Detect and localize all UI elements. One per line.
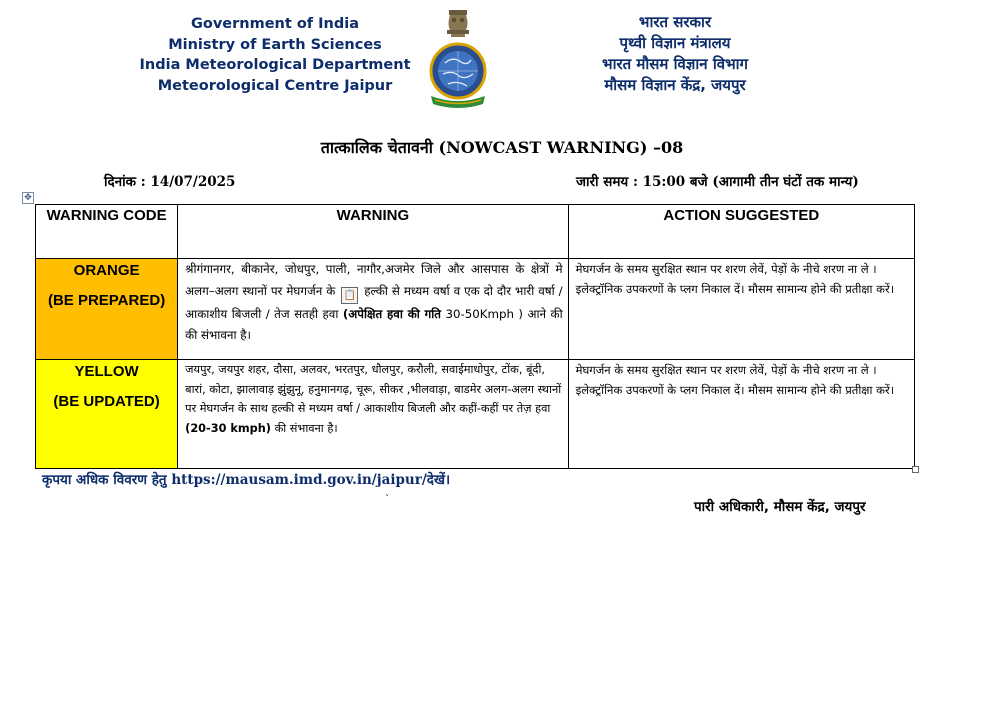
- header-hindi-line-4: मौसम विज्ञान केंद्र, जयपुर: [604, 76, 746, 94]
- header-hindi-line-1: भारत सरकार: [638, 13, 712, 31]
- warning-level: YELLOW: [74, 363, 139, 380]
- warning-text-part2: हल्की से मध्यम वर्षा व एक दो दौर भारी वर्षा /आकाशीय बिजली / तेज सतही हवा: [185, 283, 563, 321]
- paste-options-icon[interactable]: 📋: [341, 287, 358, 304]
- warning-code-yellow: [36, 360, 178, 469]
- header-hindi-line-3: भारत मौसम विज्ञान विभाग: [602, 55, 748, 73]
- footer-prefix: कृपया अधिक विवरण हेतु: [42, 472, 167, 488]
- signature: पारी अधिकारी, मौसम केंद्र, जयपुर: [694, 499, 866, 515]
- header-english-line-1: Government of India: [190, 16, 360, 32]
- header-english-line-3: India Meteorological Department: [139, 57, 411, 73]
- warning-text-bold: (20-30 kmph): [185, 421, 271, 435]
- table-row-yellow: [36, 360, 915, 469]
- warning-level-note: (BE PREPARED): [47, 292, 166, 309]
- footer-url-link[interactable]: https://mausam.imd.gov.in/jaipur/: [171, 472, 427, 488]
- warning-text-part1: जयपुर, जयपुर शहर, दौसा, अलवर, भरतपुर, धौलपुर, करौली, सवाईमाधोपुर, टोंक, बूंदी, बारां, कोटा, झालावाड़ झुंझुनू, हनुमानगढ़, चूरू, सीकर ,भीलवाड़ा, बाडमेर अलग-अलग स्थानों पर मेघगर्जन के साथ हल्की से मध्यम वर्षा / आकाशीय बिजली और कहीं-कहीं पर तेज़ हवा: [185, 363, 562, 415]
- footer-details: [42, 470, 450, 488]
- header-warning: WARNING: [178, 205, 568, 259]
- warning-text-orange: [178, 259, 568, 360]
- header-english-line-2: Ministry of Earth Sciences: [168, 36, 382, 53]
- action-text-yellow: मेघगर्जन के समय सुरक्षित स्थान पर शरण लेवें, पेड़ों के नीचे शरण ना ले । इलेक्ट्रॉनिक उपकरणों के प्लग निकाल दें। मौसम सामान्य होने की प्रतीक्षा करें।: [568, 360, 914, 469]
- warning-text-part3: 30-50Kmph ) आने की की संभावना है।: [185, 306, 563, 342]
- warning-level: ORANGE: [73, 262, 140, 279]
- header-english: [110, 14, 440, 96]
- header-action-suggested: ACTION SUGGESTED: [568, 205, 914, 259]
- warning-text-bold: (अपेक्षित हवा की गति: [342, 306, 442, 321]
- warning-title: तात्कालिक चेतावनी (NOWCAST WARNING) –08: [320, 138, 684, 157]
- header-hindi-line-2: पृथ्वी विज्ञान मंत्रालय: [619, 34, 731, 52]
- warning-table: [35, 204, 915, 469]
- imd-emblem-icon: [423, 8, 493, 112]
- footer-suffix: देखें।: [426, 472, 451, 488]
- stray-mark: `: [385, 494, 390, 505]
- header-warning-code: WARNING CODE: [36, 205, 178, 259]
- warning-text-part3: की संभावना है।: [274, 421, 338, 435]
- warning-code-orange: [36, 259, 178, 360]
- table-header-row: [36, 205, 915, 259]
- warning-text-part1: श्रीगंगानगर, बीकानेर, जोधपुर, पाली, नागौर,अजमेर जिले और आसपास के क्षेत्रों मे अलग–अलग स्थानों पर मेघगर्जन के: [185, 262, 563, 298]
- header-hindi: [545, 12, 805, 96]
- table-row-orange: [36, 259, 915, 360]
- header-english-line-4: Meteorological Centre Jaipur: [157, 77, 393, 94]
- issue-time-line: जारी समय : 15:00 बजे (आगामी तीन घंटों तक मान्य): [576, 174, 859, 190]
- table-move-handle-icon[interactable]: ✥: [22, 192, 34, 204]
- action-text-orange: मेघगर्जन के समय सुरक्षित स्थान पर शरण लेवें, पेड़ों के नीचे शरण ना ले । इलेक्ट्रॉनिक उपकरणों के प्लग निकाल दें। मौसम सामान्य होने की प्रतीक्षा करें।: [568, 259, 914, 360]
- table-resize-handle[interactable]: [912, 466, 919, 473]
- date-line: दिनांक : 14/07/2025: [104, 174, 236, 190]
- warning-text-yellow: [178, 360, 568, 469]
- warning-level-note: (BE UPDATED): [53, 393, 160, 410]
